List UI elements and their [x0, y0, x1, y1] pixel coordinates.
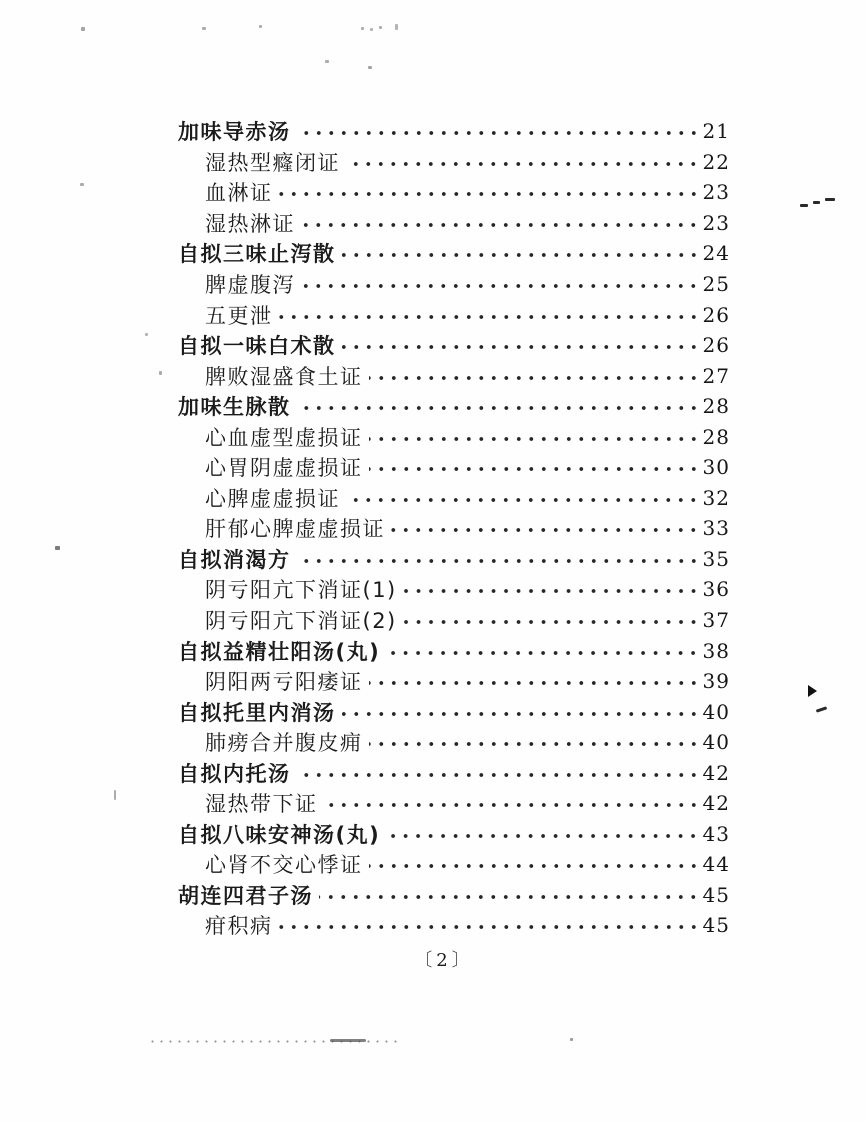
scan-speck — [570, 1038, 573, 1041]
toc-entry-label: 自拟内托汤 — [178, 761, 291, 786]
scan-speck — [395, 24, 398, 30]
dot-leader — [369, 677, 700, 689]
scan-speck — [159, 371, 162, 375]
toc-entry-label: 心血虚型虚损证 — [205, 425, 363, 450]
toc-entry-label: 自拟益精壮阳汤(丸) — [178, 639, 381, 664]
dot-leader — [403, 616, 700, 628]
toc-entry — [178, 330, 730, 361]
toc-entry-page: 32 — [702, 485, 730, 510]
dot-leader — [301, 219, 700, 231]
toc-entry-page: 45 — [702, 882, 730, 907]
toc-entry-page: 43 — [702, 821, 730, 846]
dot-leader — [369, 860, 700, 872]
toc-entry-page: 21 — [702, 119, 730, 144]
toc-entry-label: 胡连四君子汤 — [178, 883, 313, 908]
toc-entry-page: 27 — [702, 363, 730, 388]
toc-list — [178, 116, 730, 941]
toc-entry — [178, 574, 730, 605]
toc-entry — [178, 544, 730, 575]
dot-leader — [279, 311, 700, 323]
toc-entry-label: 自拟三味止泻散 — [178, 242, 336, 267]
toc-entry-page: 33 — [702, 516, 730, 541]
dot-leader — [324, 799, 700, 811]
toc-entry-page: 35 — [702, 546, 730, 571]
toc-entry-page: 40 — [702, 699, 730, 724]
toc-entry-page: 42 — [702, 791, 730, 816]
scan-speck — [379, 26, 382, 29]
toc-entry-label: 阴阳两亏阳痿证 — [205, 670, 363, 695]
dot-leader — [297, 555, 700, 567]
pencil-dash — [825, 198, 835, 201]
toc-entry-page: 23 — [702, 210, 730, 235]
dot-leader — [342, 249, 700, 261]
scan-speck — [368, 66, 372, 69]
toc-entry-label: 心脾虚虚损证 — [205, 486, 340, 511]
toc-entry-page: 25 — [702, 272, 730, 296]
toc-entry — [178, 269, 730, 300]
toc-entry — [178, 757, 730, 788]
toc-entry-label: 湿热带下证 — [205, 792, 318, 817]
dot-leader — [297, 769, 700, 781]
toc-entry-label: 自拟八味安神汤(丸) — [178, 822, 381, 847]
toc-entry-page: 24 — [702, 241, 730, 266]
toc-entry — [178, 452, 730, 483]
toc-entry-label: 湿热型癃闭证 — [205, 150, 340, 175]
scan-speck — [114, 790, 116, 800]
dot-leader — [386, 830, 699, 842]
toc-entry — [178, 788, 730, 819]
dot-leader — [391, 524, 700, 536]
toc-entry-label: 五更泄 — [205, 303, 273, 328]
toc-entry — [178, 910, 730, 941]
toc-entry — [178, 360, 730, 391]
dot-leader — [369, 738, 700, 750]
toc-entry-label: 脾虚腹泻 — [205, 273, 295, 297]
dot-leader — [369, 463, 700, 475]
toc-entry — [178, 299, 730, 330]
toc-entry-page: 28 — [702, 394, 730, 419]
toc-entry — [178, 483, 730, 514]
toc-entry-page: 40 — [702, 730, 730, 755]
toc-entry-label: 阴亏阳亢下消证(2) — [205, 609, 397, 634]
toc-entry — [178, 605, 730, 636]
pencil-dash — [816, 706, 827, 712]
dot-leader — [346, 158, 700, 170]
cursor-arrow-mark — [808, 685, 817, 697]
dot-leader — [342, 341, 700, 353]
toc-entry-label: 湿热淋证 — [205, 211, 295, 236]
toc-entry-page: 28 — [702, 424, 730, 449]
dot-leader — [369, 433, 700, 445]
toc-entry — [178, 666, 730, 697]
toc-entry-label: 自拟一味白术散 — [178, 334, 336, 359]
toc-entry-label: 肺痨合并腹皮痈 — [205, 731, 363, 756]
toc-entry-page: 30 — [702, 455, 730, 480]
pencil-dash — [800, 204, 808, 207]
toc-entry — [178, 696, 730, 727]
toc-entry-label: 加味生脉散 — [178, 395, 291, 420]
toc-entry — [178, 819, 730, 850]
toc-entry-page: 42 — [702, 760, 730, 785]
toc-entry-page: 23 — [702, 180, 730, 205]
dot-leader — [386, 647, 699, 659]
toc-entry-label: 阴亏阳亢下消证(1) — [205, 578, 397, 603]
dot-leader — [297, 402, 700, 414]
dot-leader — [346, 494, 700, 506]
toc-entry-label: 心胃阴虚虚损证 — [205, 456, 363, 481]
toc-entry-page: 38 — [702, 638, 730, 663]
scan-speck — [145, 333, 148, 336]
scan-speck — [259, 25, 262, 28]
scan-speck — [80, 183, 84, 186]
toc-entry-label: 心肾不交心悸证 — [205, 853, 363, 878]
page-number-footer: 〔2〕 — [414, 950, 474, 971]
toc-entry — [178, 116, 730, 147]
toc-entry-page: 45 — [702, 913, 730, 938]
toc-entry — [178, 635, 730, 666]
toc-entry-page: 26 — [702, 333, 730, 358]
toc-entry-page: 26 — [702, 302, 730, 327]
toc-entry-page: 22 — [702, 149, 730, 174]
toc-entry-page: 44 — [702, 852, 730, 877]
toc-entry — [178, 208, 730, 239]
toc-entry-label: 疳积病 — [205, 914, 273, 939]
toc-entry-page: 36 — [702, 577, 730, 602]
toc-entry-page: 39 — [702, 669, 730, 694]
toc-entry-page: 37 — [702, 608, 730, 633]
scan-speck — [55, 546, 60, 550]
dot-leader — [369, 372, 700, 384]
scan-speck — [202, 27, 206, 30]
toc-entry — [178, 727, 730, 758]
toc-entry — [178, 421, 730, 452]
scan-speck — [370, 28, 373, 31]
dot-leader — [279, 188, 700, 200]
toc-entry — [178, 238, 730, 269]
toc-entry-label: 血淋证 — [205, 181, 273, 206]
toc-entry — [178, 880, 730, 911]
toc-entry — [178, 849, 730, 880]
dot-leader — [319, 891, 700, 903]
toc-entry-label: 自拟消渴方 — [178, 547, 291, 572]
dot-leader — [301, 280, 700, 292]
scan-speck — [361, 27, 364, 30]
toc-entry — [178, 177, 730, 208]
dot-leader — [297, 127, 700, 139]
dot-leader — [342, 708, 700, 720]
scan-noise-line — [330, 1039, 366, 1042]
toc-entry — [178, 147, 730, 178]
toc-entry-label: 脾败湿盛食土证 — [205, 364, 363, 389]
scan-speck — [81, 27, 85, 31]
toc-entry-label: 肝郁心脾虚虚损证 — [205, 517, 385, 542]
toc-entry — [178, 391, 730, 422]
toc-entry-label: 自拟托里内消汤 — [178, 700, 336, 725]
pencil-dash — [813, 201, 820, 204]
toc-entry-label: 加味导赤汤 — [178, 120, 291, 145]
toc-entry — [178, 513, 730, 544]
dot-leader — [279, 921, 700, 933]
dot-leader — [403, 585, 700, 597]
scan-speck — [325, 60, 329, 63]
